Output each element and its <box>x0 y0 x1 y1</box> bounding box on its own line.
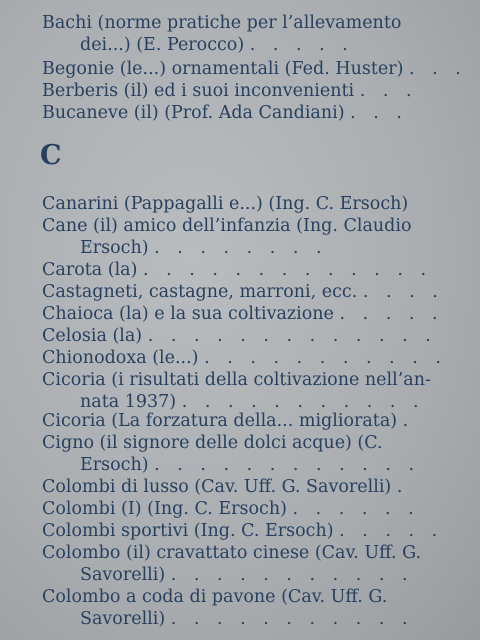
entry-continuation: Savorelli) <box>80 609 166 629</box>
index-entry <box>42 432 472 476</box>
index-entry <box>42 369 472 413</box>
section-letter: C <box>40 140 62 171</box>
leader-dots: . . . . . . . . . . . <box>170 609 414 629</box>
entry-text: Bachi (norme pratiche per l’allevamento <box>42 13 402 33</box>
leader-dots: . . . . . <box>339 304 444 324</box>
entry-text: Begonie (le...) ornamentali (Fed. Huster) <box>42 59 404 79</box>
entry-text: Colombo (il) cravattato cinese (Cav. Uff. G. <box>42 543 422 563</box>
index-entry <box>42 347 472 369</box>
leader-dots: . . . . . . . . . . . . . <box>147 326 437 346</box>
index-entry <box>42 325 472 347</box>
leader-dots: . . . . . . . . . . . <box>181 392 425 412</box>
entry-continuation: Ersoch) <box>80 238 149 258</box>
entry-text: Cicoria (i risultati della coltivazione nell’an- <box>42 370 431 390</box>
leader-dots: . . . . . . <box>292 499 420 519</box>
leader-dots: . . . . . <box>339 521 444 541</box>
index-entry <box>42 102 472 124</box>
entry-continuation: nata 1937) <box>80 392 177 412</box>
leader-dots: . . . <box>409 59 467 79</box>
leader-dots: . . . <box>359 81 418 101</box>
entry-text: Colombi sportivi (Ing. C. Ersoch) <box>42 521 334 541</box>
index-entry <box>42 281 472 303</box>
index-entry <box>42 303 472 325</box>
entry-text: Bucaneve (il) (Prof. Ada Candiani) <box>42 103 345 123</box>
leader-dots: . <box>402 411 415 431</box>
index-entry <box>42 498 472 520</box>
entry-text: Chaioca (la) e la sua coltivazione <box>42 304 334 324</box>
index-entry <box>42 259 472 281</box>
index-entry <box>42 193 472 215</box>
entry-text: Berberis (il) ed i suoi inconvenienti <box>42 81 355 101</box>
index-entry <box>42 476 472 498</box>
leader-dots: . . . . . <box>249 35 354 55</box>
index-entry <box>42 520 472 542</box>
entry-continuation: Ersoch) <box>80 455 149 475</box>
entry-text: Celosia (la) <box>42 326 143 346</box>
index-entry <box>42 80 472 102</box>
entry-text: Cigno (il signore delle dolci acque) (C. <box>42 433 383 453</box>
entry-text: Carota (la) <box>42 260 138 280</box>
index-entry <box>42 410 472 432</box>
index-entry <box>42 215 472 259</box>
leader-dots: . . . . . . . . . . . . <box>154 455 421 475</box>
entry-text: Cicoria (La forzatura della... migliorata) <box>42 411 398 431</box>
index-entry <box>42 586 472 630</box>
entry-continuation: dei...) (E. Perocco) <box>80 35 245 55</box>
leader-dots: . <box>396 477 409 497</box>
index-entry <box>42 58 472 80</box>
entry-text: Chionodoxa (le...) <box>42 348 199 368</box>
leader-dots: . . . . . . . . . . . . . <box>143 260 433 280</box>
entry-text: Canarini (Pappagalli e...) (Ing. C. Ersoch) <box>42 194 409 214</box>
leader-dots: . . . . . . . . . . . <box>204 348 447 368</box>
leader-dots: . . . <box>350 103 408 123</box>
leader-dots: . . . . <box>362 282 444 302</box>
entry-text: Colombi (I) (Ing. C. Ersoch) <box>42 499 287 519</box>
entry-text: Cane (il) amico dell’infanzia (Ing. Claudio <box>42 216 412 236</box>
entry-text: Castagneti, castagne, marroni, ecc. <box>42 282 358 302</box>
index-entry <box>42 12 472 56</box>
index-entry <box>42 542 472 586</box>
entry-text: Colombo a coda di pavone (Cav. Uff. G. <box>42 587 388 607</box>
leader-dots: . . . . . . . . . . . <box>170 565 414 585</box>
entry-text: Colombi di lusso (Cav. Uff. G. Savorelli) <box>42 477 392 497</box>
leader-dots: . . . . . . . . <box>154 238 328 258</box>
entry-continuation: Savorelli) <box>80 565 166 585</box>
